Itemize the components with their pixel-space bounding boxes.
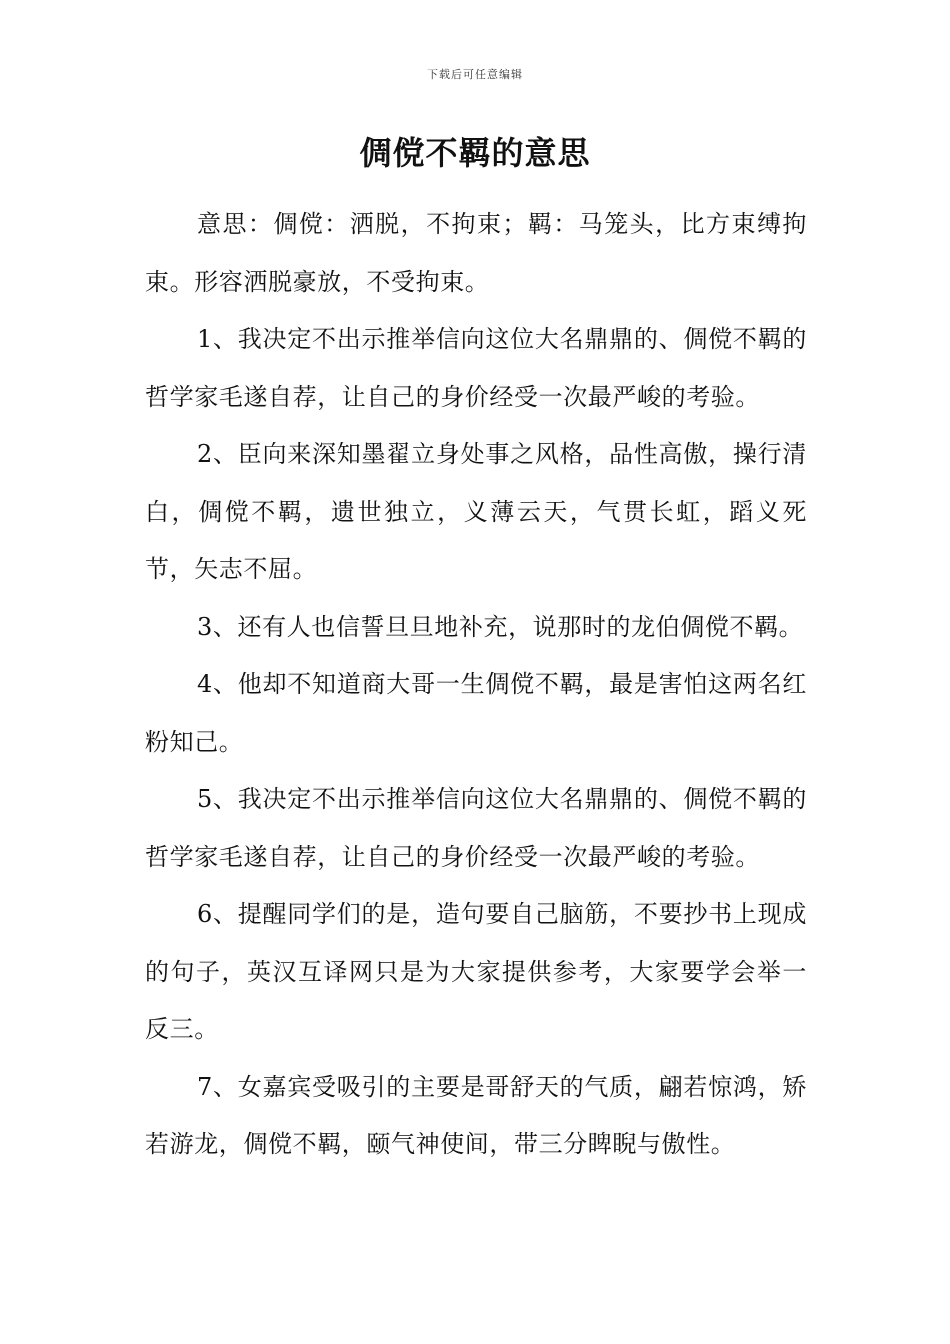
paragraph-example-7: 7、女嘉宾受吸引的主要是哥舒天的气质，翩若惊鸿，矫若游龙，倜傥不羁，颐气神使间，带三分睥睨与傲性。 <box>145 1072 807 1158</box>
paragraph-example-2: 2、臣向来深知墨翟立身处事之风格，品性高傲，操行清白，倜傥不羁，遗世独立，义薄云天，气贯长虹，蹈义死节，矢志不屈。 <box>145 440 807 583</box>
paragraph-definition: 意思：倜傥：洒脱，不拘束；羁：马笼头，比方束缚拘束。形容洒脱豪放，不受拘束。 <box>145 210 807 296</box>
paragraph-example-4: 4、他却不知道商大哥一生倜傥不羁，最是害怕这两名红粉知己。 <box>145 670 807 756</box>
header-note: 下载后可任意编辑 <box>427 68 523 81</box>
document-body <box>145 196 807 1174</box>
paragraph-example-5: 5、我决定不出示推举信向这位大名鼎鼎的、倜傥不羁的哲学家毛遂自荐，让自己的身价经受一次最严峻的考验。 <box>145 785 807 871</box>
document-title: 倜傥不羁的意思 <box>359 134 591 172</box>
paragraph-example-3: 3、还有人也信誓旦旦地补充，说那时的龙伯倜傥不羁。 <box>197 612 804 641</box>
paragraph-example-1: 1、我决定不出示推举信向这位大名鼎鼎的、倜傥不羁的哲学家毛遂自荐，让自己的身价经受一次最严峻的考验。 <box>145 325 807 411</box>
paragraph-example-6: 6、提醒同学们的是，造句要自己脑筋，不要抄书上现成的句子，英汉互译网只是为大家提供参考，大家要学会举一反三。 <box>145 900 807 1043</box>
